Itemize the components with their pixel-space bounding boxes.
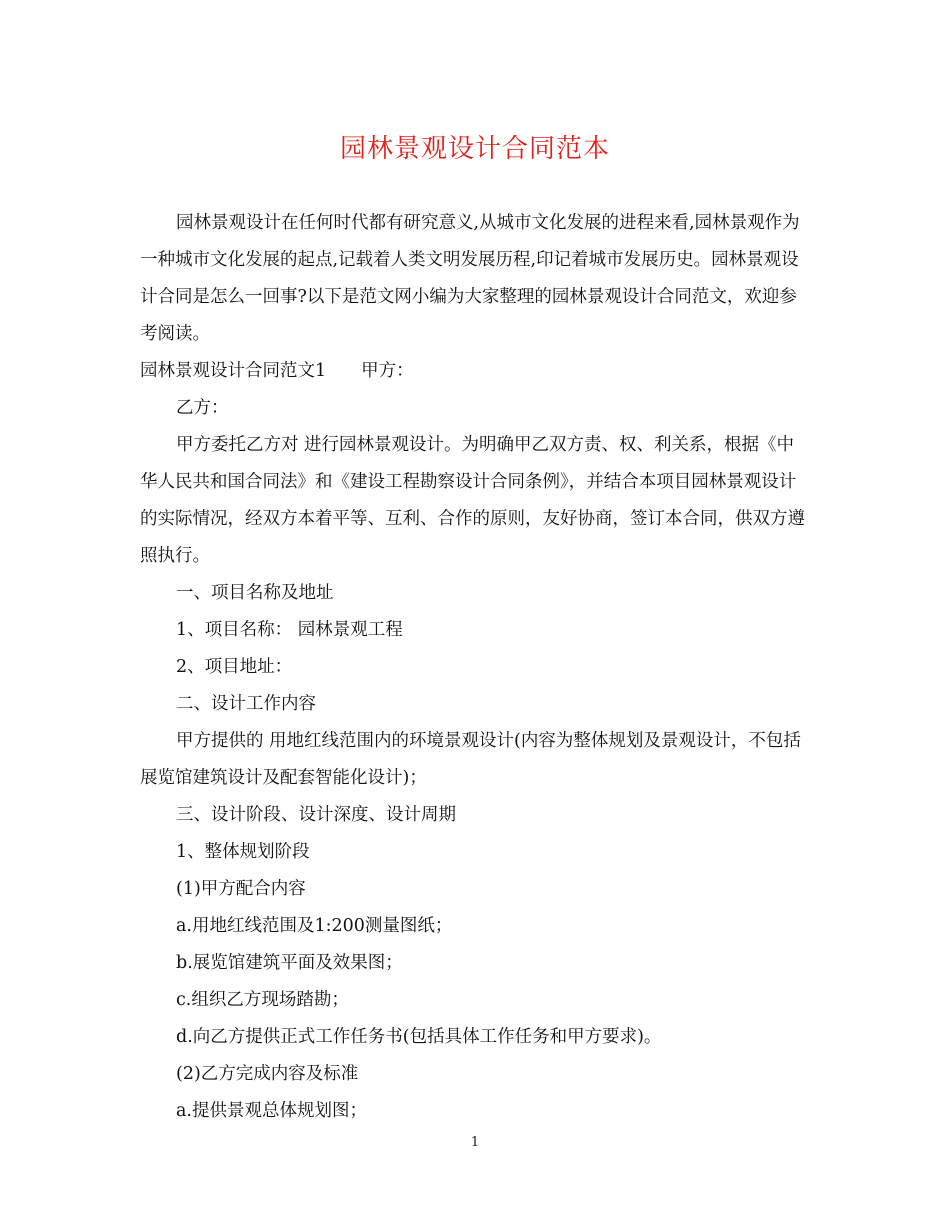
section-heading-contract-1: 园林景观设计合同范文1 甲方： [140,361,414,381]
project-name-line: 1、项目名称： 园林景观工程 [176,620,403,640]
design-content-paragraph: 甲方提供的 用地红线范围内的环境景观设计(内容为整体规划及景观设计，不包括展览馆建筑设计及配套智能化设计)； [140,731,801,788]
intro-paragraph: 园林景观设计在任何时代都有研究意义,从城市文化发展的进程来看,园林景观作为一种城市文化发展的起点,记载着人类文明发展历程,印记着城市发展历史。园林景观设计合同是怎么一回事?以下是范文网小编为大家整理的园林景观设计合同范文，欢迎参考阅读。 [140,213,800,344]
project-address-line: 2、项目地址： [176,657,293,677]
party-b-line: 乙方： [176,398,229,418]
list-item-c: c.组织乙方现场踏勘； [176,990,349,1010]
party-a-cooperation-heading: (1)甲方配合内容 [176,879,306,899]
heading-design-stages: 三、设计阶段、设计深度、设计周期 [176,805,456,825]
list-item-d: d.向乙方提供正式工作任务书(包括具体工作任务和甲方要求)。 [176,1027,662,1047]
list-item-a: a.用地红线范围及1:200测量图纸； [176,916,453,936]
commission-paragraph: 甲方委托乙方对 进行园林景观设计。为明确甲乙双方责、权、利关系，根据《中华人民共和国合同法》和《建设工程勘察设计合同条例》，并结合本项目园林景观设计的实际情况，经双方本着平等、互利、合作的原则，友好协商，签订本合同，供双方遵照执行。 [140,435,805,566]
page-number: 1 [470,1135,480,1150]
list-item-b: b.展览馆建筑平面及效果图； [176,953,403,973]
heading-design-content: 二、设计工作内容 [176,694,316,714]
heading-project-name-address: 一、项目名称及地址 [176,583,334,603]
deliverable-item-a: a.提供景观总体规划图； [176,1101,367,1121]
party-b-deliverables-heading: (2)乙方完成内容及标准 [176,1064,359,1084]
stage-overall-planning: 1、整体规划阶段 [176,842,310,862]
document-title: 园林景观设计合同范本 [339,134,610,164]
document-body [140,205,810,1130]
